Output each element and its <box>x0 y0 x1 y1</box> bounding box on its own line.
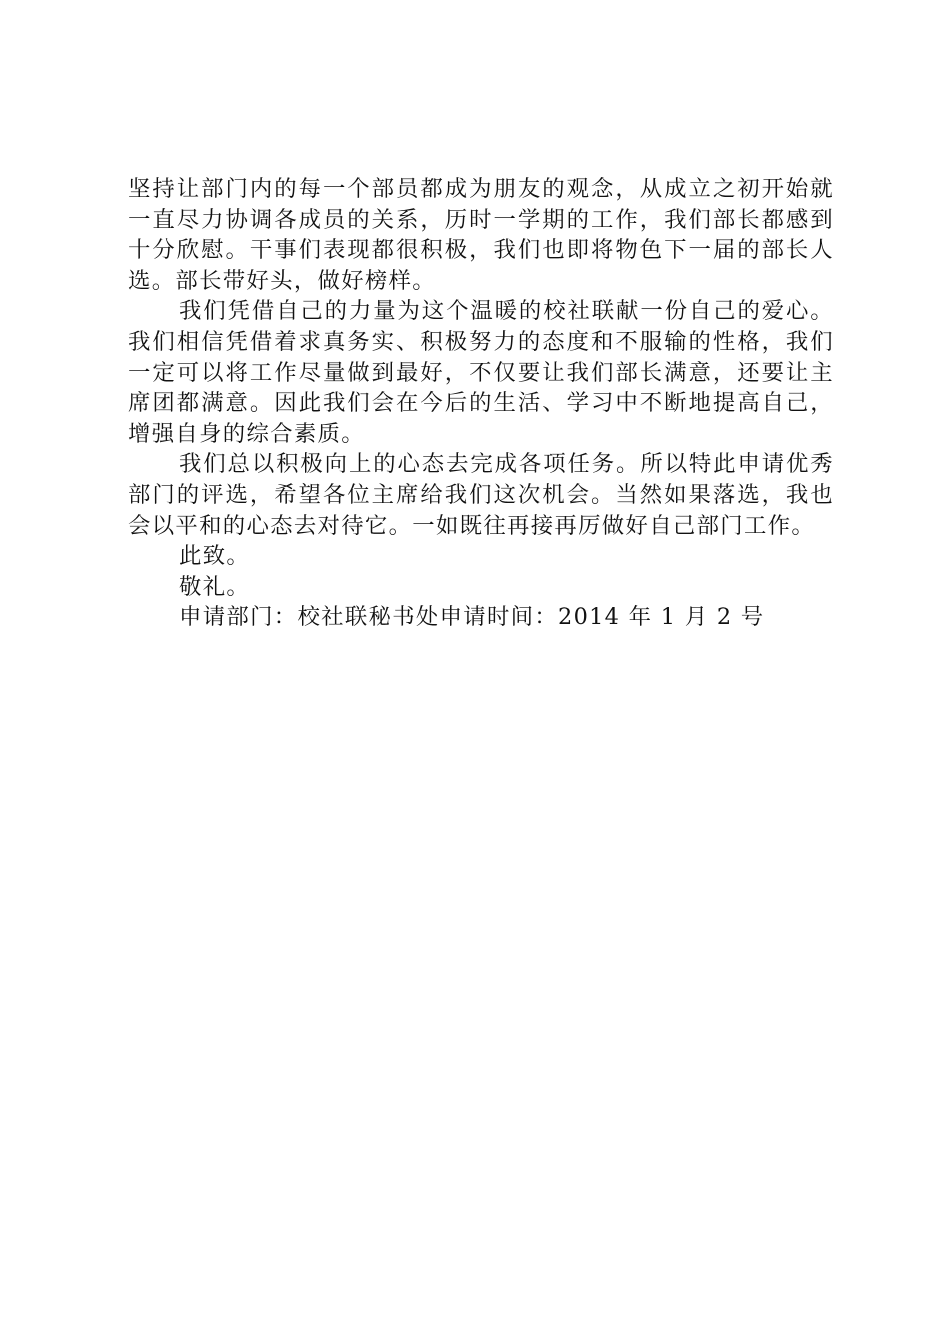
paragraph-1: 坚持让部门内的每一个部员都成为朋友的观念，从成立之初开始就一直尽力协调各成员的关系，历时一学期的工作，我们部长都感到十分欣慰。干事们表现都很积极，我们也即将物色下一届的部长人选。部长带好头，做好榜样。 <box>128 176 834 294</box>
document-body <box>128 174 834 633</box>
paragraph-2: 我们凭借自己的力量为这个温暖的校社联献一份自己的爱心。我们相信凭借着求真务实、积极努力的态度和不服输的性格，我们一定可以将工作尽量做到最好，不仅要让我们部长满意，还要让主席团都满意。因此我们会在今后的生活、学习中不断地提高自己，增强自身的综合素质。 <box>128 298 834 447</box>
paragraph-3: 我们总以积极向上的心态去完成各项任务。所以特此申请优秀部门的评选，希望各位主席给我们这次机会。当然如果落选，我也会以平和的心态去对待它。一如既往再接再厉做好自己部门工作。 <box>128 451 834 539</box>
closing-regards: 敬礼。 <box>179 573 251 600</box>
signature-line: 申请部门：校社联秘书处申请时间：2014 年 1 月 2 号 <box>179 604 765 631</box>
closing-salutation: 此致。 <box>179 543 251 570</box>
